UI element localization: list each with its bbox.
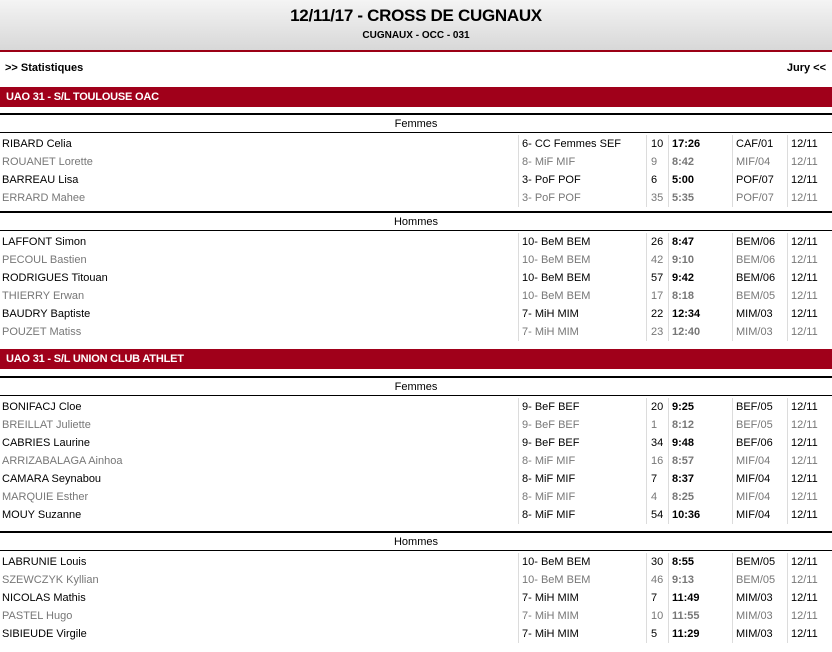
date: 12/11 xyxy=(791,308,818,320)
date: 12/11 xyxy=(791,290,818,302)
time: 9:48 xyxy=(672,437,695,449)
result-row xyxy=(0,305,832,323)
date: 12/11 xyxy=(791,272,818,284)
jury-link[interactable]: Jury << xyxy=(786,62,826,74)
category: 8- MiF MIF xyxy=(522,491,576,503)
date: 12/11 xyxy=(791,473,818,485)
page-subtitle: CUGNAUX - OCC - 031 xyxy=(362,30,470,41)
date: 12/11 xyxy=(791,556,818,568)
date: 12/11 xyxy=(791,419,818,431)
result-row xyxy=(0,189,832,207)
gender-group-header: Hommes xyxy=(0,211,832,231)
result-row xyxy=(0,571,832,589)
category: 7- MiH MIM xyxy=(522,610,579,622)
result-row xyxy=(0,171,832,189)
rank: 17 xyxy=(651,290,664,302)
category: 10- BeM BEM xyxy=(522,290,591,302)
time: 9:25 xyxy=(672,401,695,413)
athlete-name: RODRIGUES Titouan xyxy=(2,272,108,284)
rank: 35 xyxy=(651,192,664,204)
athlete-name: ARRIZABALAGA Ainhoa xyxy=(2,455,123,467)
category: 8- MiF MIF xyxy=(522,473,576,485)
result-row xyxy=(0,416,832,434)
athlete-name: LAFFONT Simon xyxy=(2,236,87,248)
athlete-name: ERRARD Mahee xyxy=(2,192,86,204)
athlete-name: CABRIES Laurine xyxy=(2,437,91,449)
athlete-name: THIERRY Erwan xyxy=(2,290,85,302)
page-title: 12/11/17 - CROSS DE CUGNAUX xyxy=(290,6,542,25)
time: 5:00 xyxy=(672,174,695,186)
rank: 26 xyxy=(651,236,664,248)
result-row xyxy=(0,251,832,269)
category: 3- PoF POF xyxy=(522,174,581,186)
time: 11:55 xyxy=(672,610,700,622)
category-code: BEM/06 xyxy=(736,236,776,248)
category-code: MIF/04 xyxy=(736,455,771,467)
date: 12/11 xyxy=(791,326,818,338)
date: 12/11 xyxy=(791,236,818,248)
column-divider xyxy=(518,233,519,341)
date: 12/11 xyxy=(791,437,818,449)
column-divider xyxy=(646,553,647,643)
column-divider xyxy=(518,135,519,207)
column-divider xyxy=(646,233,647,341)
athlete-name: RIBARD Celia xyxy=(2,138,72,150)
date: 12/11 xyxy=(791,254,818,266)
time: 11:29 xyxy=(672,628,700,640)
date: 12/11 xyxy=(791,455,818,467)
column-divider xyxy=(732,233,733,341)
time: 8:55 xyxy=(672,556,695,568)
category: 10- BeM BEM xyxy=(522,556,591,568)
athlete-name: BONIFACJ Cloe xyxy=(2,401,82,413)
time: 9:10 xyxy=(672,254,695,266)
time: 8:25 xyxy=(672,491,695,503)
date: 12/11 xyxy=(791,509,818,521)
result-row xyxy=(0,589,832,607)
column-divider xyxy=(646,398,647,524)
result-row xyxy=(0,287,832,305)
result-row xyxy=(0,153,832,171)
result-row xyxy=(0,488,832,506)
club-header: UAO 31 - S/L UNION CLUB ATHLET xyxy=(0,349,832,369)
date: 12/11 xyxy=(791,156,818,168)
time: 8:12 xyxy=(672,419,695,431)
category-code: POF/07 xyxy=(736,192,774,204)
rank: 4 xyxy=(651,491,658,503)
category-code: MIF/04 xyxy=(736,473,771,485)
category: 10- BeM BEM xyxy=(522,574,591,586)
category-code: MIM/03 xyxy=(736,610,773,622)
time: 12:40 xyxy=(672,326,701,338)
column-divider xyxy=(732,135,733,207)
result-row xyxy=(0,625,832,643)
date: 12/11 xyxy=(791,174,818,186)
column-divider xyxy=(787,135,788,207)
category: 10- BeM BEM xyxy=(522,254,591,266)
gender-group-header: Femmes xyxy=(0,113,832,133)
category-code: POF/07 xyxy=(736,174,774,186)
statistiques-link[interactable]: >> Statistiques xyxy=(5,62,84,74)
rank: 9 xyxy=(651,156,658,168)
category-code: MIM/03 xyxy=(736,628,773,640)
category: 10- BeM BEM xyxy=(522,236,591,248)
column-divider xyxy=(787,398,788,524)
rank: 54 xyxy=(651,509,664,521)
athlete-name: MOUY Suzanne xyxy=(2,509,82,521)
result-row xyxy=(0,506,832,524)
category: 7- MiH MIM xyxy=(522,592,579,604)
category: 8- MiF MIF xyxy=(522,156,576,168)
athlete-name: BARREAU Lisa xyxy=(2,174,79,186)
category-code: BEM/05 xyxy=(736,556,776,568)
rank: 16 xyxy=(651,455,664,467)
category-code: MIM/03 xyxy=(736,592,773,604)
date: 12/11 xyxy=(791,192,818,204)
rank: 20 xyxy=(651,401,664,413)
rank: 57 xyxy=(651,272,664,284)
result-row xyxy=(0,323,832,341)
nav-links xyxy=(0,60,832,78)
date: 12/11 xyxy=(791,491,818,503)
category-code: BEM/05 xyxy=(736,574,776,586)
category: 6- CC Femmes SEF xyxy=(522,138,622,150)
category-code: MIF/04 xyxy=(736,156,771,168)
time: 9:13 xyxy=(672,574,695,586)
category-code: MIF/04 xyxy=(736,491,771,503)
result-row xyxy=(0,398,832,416)
category: 9- BeF BEF xyxy=(522,401,580,413)
category-code: BEM/05 xyxy=(736,290,776,302)
athlete-name: MARQUIE Esther xyxy=(2,491,89,503)
result-row xyxy=(0,269,832,287)
column-divider xyxy=(732,553,733,643)
date: 12/11 xyxy=(791,574,818,586)
rank: 10 xyxy=(651,610,664,622)
rank: 46 xyxy=(651,574,664,586)
result-row xyxy=(0,135,832,153)
category: 3- PoF POF xyxy=(522,192,581,204)
column-divider xyxy=(668,553,669,643)
column-divider xyxy=(668,135,669,207)
category-code: BEM/06 xyxy=(736,272,776,284)
result-row xyxy=(0,470,832,488)
rank: 7 xyxy=(651,473,658,485)
column-divider xyxy=(646,135,647,207)
category: 8- MiF MIF xyxy=(522,509,576,521)
category-code: BEF/05 xyxy=(736,401,773,413)
category-code: BEF/06 xyxy=(736,437,773,449)
athlete-name: SIBIEUDE Virgile xyxy=(2,628,87,640)
column-divider xyxy=(518,398,519,524)
gender-group-header: Hommes xyxy=(0,531,832,551)
athlete-name: BREILLAT Juliette xyxy=(2,419,91,431)
category-code: BEM/06 xyxy=(736,254,776,266)
category: 7- MiH MIM xyxy=(522,308,579,320)
date: 12/11 xyxy=(791,610,818,622)
rank: 5 xyxy=(651,628,658,640)
time: 12:34 xyxy=(672,308,701,320)
column-divider xyxy=(518,553,519,643)
gender-group-header: Femmes xyxy=(0,376,832,396)
category: 7- MiH MIM xyxy=(522,326,579,338)
column-divider xyxy=(668,233,669,341)
category-code: CAF/01 xyxy=(736,138,774,150)
rank: 7 xyxy=(651,592,658,604)
athlete-name: NICOLAS Mathis xyxy=(2,592,86,604)
club-header: UAO 31 - S/L TOULOUSE OAC xyxy=(0,87,832,107)
category: 10- BeM BEM xyxy=(522,272,591,284)
column-divider xyxy=(787,233,788,341)
time: 8:42 xyxy=(672,156,695,168)
result-row xyxy=(0,434,832,452)
category-code: BEF/05 xyxy=(736,419,773,431)
rank: 23 xyxy=(651,326,664,338)
time: 11:49 xyxy=(672,592,700,604)
rank: 22 xyxy=(651,308,664,320)
time: 9:42 xyxy=(672,272,695,284)
column-divider xyxy=(787,553,788,643)
time: 17:26 xyxy=(672,138,701,150)
time: 8:47 xyxy=(672,236,695,248)
athlete-name: ROUANET Lorette xyxy=(2,156,93,168)
category: 9- BeF BEF xyxy=(522,437,580,449)
rank: 1 xyxy=(651,419,658,431)
category: 8- MiF MIF xyxy=(522,455,576,467)
rank: 10 xyxy=(651,138,664,150)
time: 8:37 xyxy=(672,473,695,485)
athlete-name: SZEWCZYK Kyllian xyxy=(2,574,99,586)
date: 12/11 xyxy=(791,592,818,604)
athlete-name: PECOUL Bastien xyxy=(2,254,87,266)
category-code: MIM/03 xyxy=(736,326,773,338)
time: 5:35 xyxy=(672,192,695,204)
page-header xyxy=(0,0,832,52)
time: 8:18 xyxy=(672,290,695,302)
athlete-name: BAUDRY Baptiste xyxy=(2,308,91,320)
result-row xyxy=(0,233,832,251)
column-divider xyxy=(668,398,669,524)
category-code: MIM/03 xyxy=(736,308,773,320)
rank: 30 xyxy=(651,556,664,568)
time: 8:57 xyxy=(672,455,695,467)
rank: 42 xyxy=(651,254,664,266)
date: 12/11 xyxy=(791,138,818,150)
category: 7- MiH MIM xyxy=(522,628,579,640)
result-row xyxy=(0,553,832,571)
athlete-name: PASTEL Hugo xyxy=(2,610,73,622)
athlete-name: CAMARA Seynabou xyxy=(2,473,102,485)
column-divider xyxy=(732,398,733,524)
rank: 34 xyxy=(651,437,664,449)
date: 12/11 xyxy=(791,628,818,640)
category: 9- BeF BEF xyxy=(522,419,580,431)
category-code: MIF/04 xyxy=(736,509,771,521)
result-row xyxy=(0,607,832,625)
result-row xyxy=(0,452,832,470)
athlete-name: POUZET Matiss xyxy=(2,326,82,338)
time: 10:36 xyxy=(672,509,701,521)
rank: 6 xyxy=(651,174,658,186)
athlete-name: LABRUNIE Louis xyxy=(2,556,87,568)
date: 12/11 xyxy=(791,401,818,413)
